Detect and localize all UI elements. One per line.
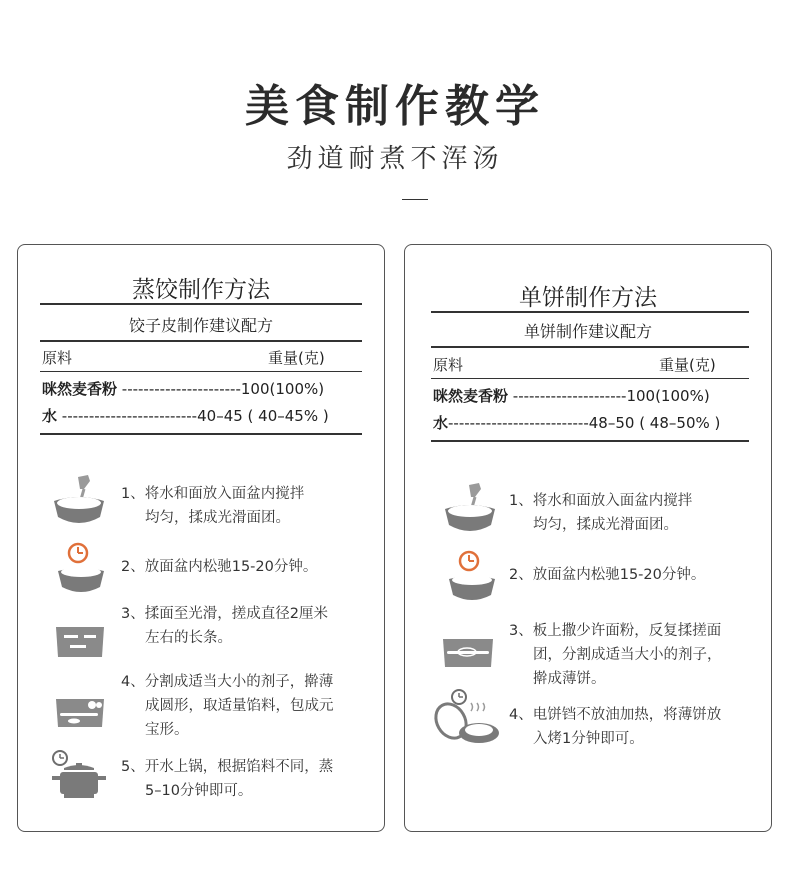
- step-5: 5、开水上锅，根据馅料不同，蒸 5–10分钟即可。: [121, 759, 334, 799]
- title-rule: [431, 311, 749, 313]
- ingredient-value: 40–45 ( 40–45% ): [197, 407, 329, 425]
- step-3: 3、揉面至光滑，搓成直径2厘米 左右的长条。: [121, 606, 328, 646]
- title-divider: [402, 199, 428, 200]
- ingredient-dashes: -------------------------: [57, 407, 198, 425]
- ingredient-dashes: ---------------------: [508, 387, 627, 405]
- steamed-dumpling-card: [17, 244, 385, 832]
- col-weight: 重量(克): [268, 349, 325, 367]
- ingredient-value: 100(100%): [626, 387, 710, 405]
- ingredient-row: [42, 405, 329, 426]
- ingredient-row: [433, 385, 710, 406]
- bowl-timer-icon: [54, 541, 108, 597]
- ingredient-dashes: ----------------------: [117, 380, 241, 398]
- ingredient-name: 水: [433, 414, 449, 432]
- cutting-board-icon: [52, 623, 108, 663]
- recipe-heading: 饺子皮制作建议配方: [128, 316, 273, 335]
- recipe-heading: 单饼制作建议配方: [523, 322, 652, 341]
- step-4: 4、分割成适当大小的剂子，擀薄 成圆形，取适量馅料，包成元 宝形。: [121, 674, 334, 738]
- bowl-pour-icon: [439, 481, 501, 537]
- card-title: 单饼制作方法: [519, 285, 657, 311]
- table-bottom-rule: [431, 440, 749, 442]
- ingredient-name: 咪然麦香粉: [433, 387, 509, 405]
- page-subtitle: 劲道耐煮不浑汤: [286, 144, 504, 174]
- ingredient-name: 水: [42, 407, 58, 425]
- pancake-card: [404, 244, 772, 832]
- col-ingredient: 原料: [433, 356, 464, 374]
- step-4: 4、电饼铛不放油加热，将薄饼放 入烤1分钟即可。: [509, 707, 722, 747]
- steamer-pot-icon: [46, 748, 112, 804]
- ingredient-name: 咪然麦香粉: [42, 380, 118, 398]
- recipe-rule: [40, 340, 362, 342]
- col-weight: 重量(克): [659, 356, 716, 374]
- page-title: 美食制作教学: [245, 81, 545, 132]
- recipe-rule: [431, 346, 749, 348]
- ingredient-dashes: --------------------------: [448, 414, 589, 432]
- ingredient-value: 48–50 ( 48–50% ): [588, 414, 721, 432]
- header-rule: [40, 371, 362, 372]
- bowl-pour-icon: [48, 473, 110, 529]
- board-dough-icon: [52, 693, 108, 733]
- col-ingredient: 原料: [42, 349, 73, 367]
- card-title: 蒸饺制作方法: [132, 277, 270, 303]
- ingredient-row: [42, 378, 324, 399]
- griddle-icon: [431, 687, 503, 751]
- header-rule: [431, 378, 749, 379]
- step-3: 3、板上撒少许面粉，反复揉搓面 团，分割成适当大小的剂子， 擀成薄饼。: [509, 623, 722, 687]
- step-1: 1、将水和面放入面盆内搅拌 均匀，揉成光滑面团。: [121, 486, 305, 526]
- step-2: 2、放面盆内松驰15-20分钟。: [121, 559, 318, 575]
- step-2: 2、放面盆内松驰15-20分钟。: [509, 567, 706, 583]
- step-1: 1、将水和面放入面盆内搅拌 均匀，揉成光滑面团。: [509, 493, 693, 533]
- title-rule: [40, 303, 362, 305]
- ingredient-row: [433, 412, 720, 433]
- ingredient-value: 100(100%): [240, 380, 325, 398]
- table-bottom-rule: [40, 433, 362, 435]
- board-dough-icon: [439, 633, 497, 673]
- bowl-timer-icon: [445, 549, 499, 605]
